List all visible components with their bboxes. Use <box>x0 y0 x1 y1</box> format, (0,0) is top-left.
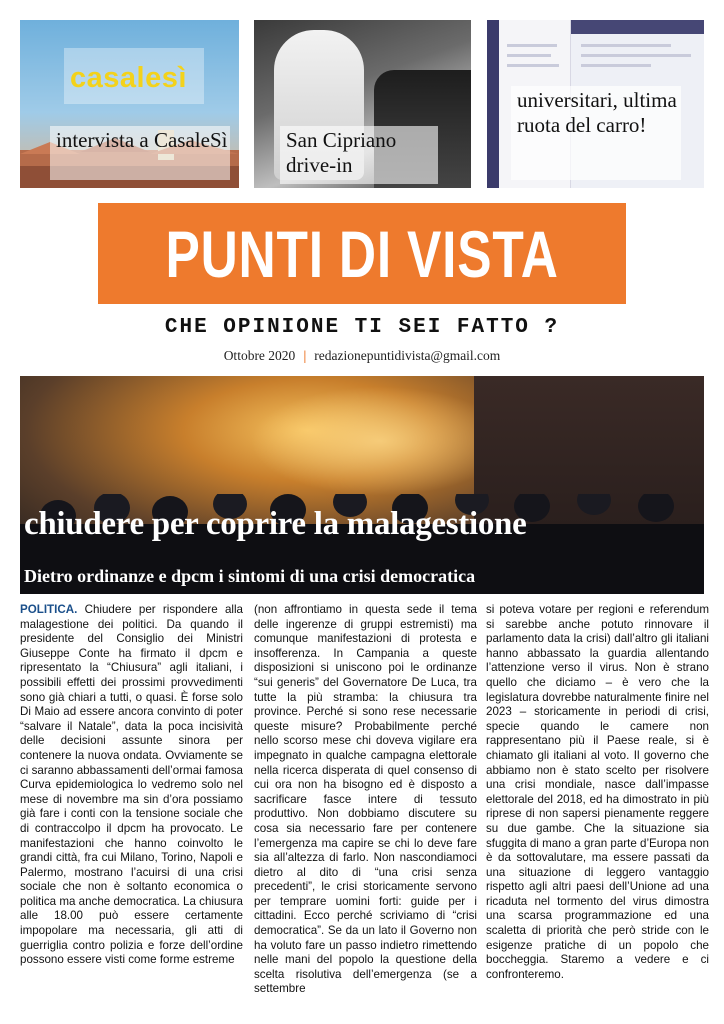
casalesi-logo: casalesì <box>70 62 187 94</box>
separator: | <box>303 348 307 363</box>
article-column-1 <box>20 603 243 968</box>
headline: chiudere per coprire la malagestione <box>24 506 527 542</box>
text-line <box>581 64 651 67</box>
smoke-glow <box>250 386 510 496</box>
app-rail <box>487 20 499 188</box>
masthead-banner <box>98 203 626 304</box>
text-line <box>507 44 557 47</box>
hero-photo <box>20 376 704 594</box>
column-text: Chiudere per rispondere alla malagestione dei politici. Da quando il presidente del Consiglio dei Ministri Giuseppe Conte ha firmato il dpcm e ripresentato la “Chiusura” agli italiani, i possibili effetti dei prossimi provvedimenti sono già chiari a tutti, o quasi. È forse solo Di Maio ad essere ancora convinto di poter “salvare il Natale”, data la poca incisività delle decisioni assunte sinora per contenere la nuova ondata. Ovviamente se ci saranno abbassamenti dell’ormai famosa Curva epidemiologica lo vedremo solo nel mese di novembre ma sin d’ora possiamo già fare i conti con la tensione sociale che di contraccolpo il dpcm ha provocato. Le manifestazioni che hanno coinvolto le grandi città, fra cui Milano, Torino, Napoli e Palermo, mostrano l’acuirsi di una crisi sociale che non è soltanto economica o politica ma anche democratica. La chiusura alle 18.00 può essere certamente impopolare ma necessaria, gli atti di guerriglia contro polizia e forze dell’ordine possono essere visti come forme estreme <box>20 603 243 967</box>
teaser-casalesi[interactable] <box>20 20 239 188</box>
text-line <box>581 44 671 47</box>
teaser-caption: San Cipriano drive-in <box>286 128 397 177</box>
issue-date: Ottobre 2020 <box>223 348 296 363</box>
article-column-3: si poteva votare per regioni e referendum si sarebbe anche potuto rinnovare il parlamento data la crisi) dall’altro gli italiani hanno abbassato la guardia allentando l’attenzione verso il virus. Non è strano quello che diciamo – è vero che la legislatura dovrebbe naturalmente finire nel 2023 – storicamente in periodi di crisi, specie quando le camere non rappresentano più il Paese reale, si è chiamato gli italiani al voto. Il governo che abbiamo non è stato scelto per risolvere una crisi mondiale, nasce dall’impasse elettorale del 2018, ed ha dimostrato in più riprese di non sapersi pienamente reggere su due gambe. Che la situazione sia sfuggita di mano a gran parte d’Europa non è da sottovalutare, ma essere passati da una situazione di leggero vantaggio rispetto agli altri paesi dell’Unione ad una ricaduta nel tormento del virus dimostra una scarsa programmazione ed una scaletta di priorità che però stride con le esigenze pratiche di un popolo che boccheggia. Staremo a vedere e ci confronteremo. <box>486 603 710 981</box>
text-line <box>581 54 691 57</box>
teaser-caption: universitari, ultima ruota del carro! <box>517 88 677 137</box>
article-column-2: (non affrontiamo in questa sede il tema delle ingerenze di gruppi estremisti) ma comunque manifestazioni di protesta e insofferenza. In Campania a queste disposizioni si uniscono poi le ordinanze “sui generis” del Governatore De Luca, tra tutte la più stramba: la chiusura tra province. Perché si sono rese necessarie queste misure? Probabilmente perché nello scorso mese chi doveva vigilare era impegnato in qualche campagna elettorale nella ricerca disperata di quel consenso di cui ora non ha bisogno ed è disposto a sacrificare fasce intere di tessuto produttivo. Non dobbiamo discutere su cosa sia necessario fare per contenere l’emergenza ma capire se chi lo deve fare sia all’altezza di farlo. Non nascondiamoci dietro al dito di “una crisi senza precedenti”, le crisi storicamente servono per temprare uomini forti: guide per i cittadini. Ecco perché scriviamo di “crisi democratica”. Se da un lato il Governo non ha voluto fare un passo indietro rimettendo nelle mani del popolo la questione della scelta risolutiva dell’emergenza (se a settembre <box>254 603 477 996</box>
text-line <box>507 64 559 67</box>
teaser-universitari[interactable] <box>487 20 704 188</box>
teaser-caption: intervista a CasaleSì <box>56 128 228 152</box>
masthead-title: PUNTI DI VISTA <box>165 216 559 291</box>
app-topbar <box>571 20 704 34</box>
text-line <box>507 54 551 57</box>
dateline <box>0 348 724 364</box>
section-kicker: POLITICA. <box>20 603 78 616</box>
subheadline: Dietro ordinanze e dpcm i sintomi di una crisi democratica <box>24 566 476 586</box>
teaser-san-cipriano[interactable] <box>254 20 471 188</box>
masthead-tagline: CHE OPINIONE TI SEI FATTO ? <box>164 316 560 339</box>
contact-email[interactable]: redazionepuntidivista@gmail.com <box>314 348 501 363</box>
